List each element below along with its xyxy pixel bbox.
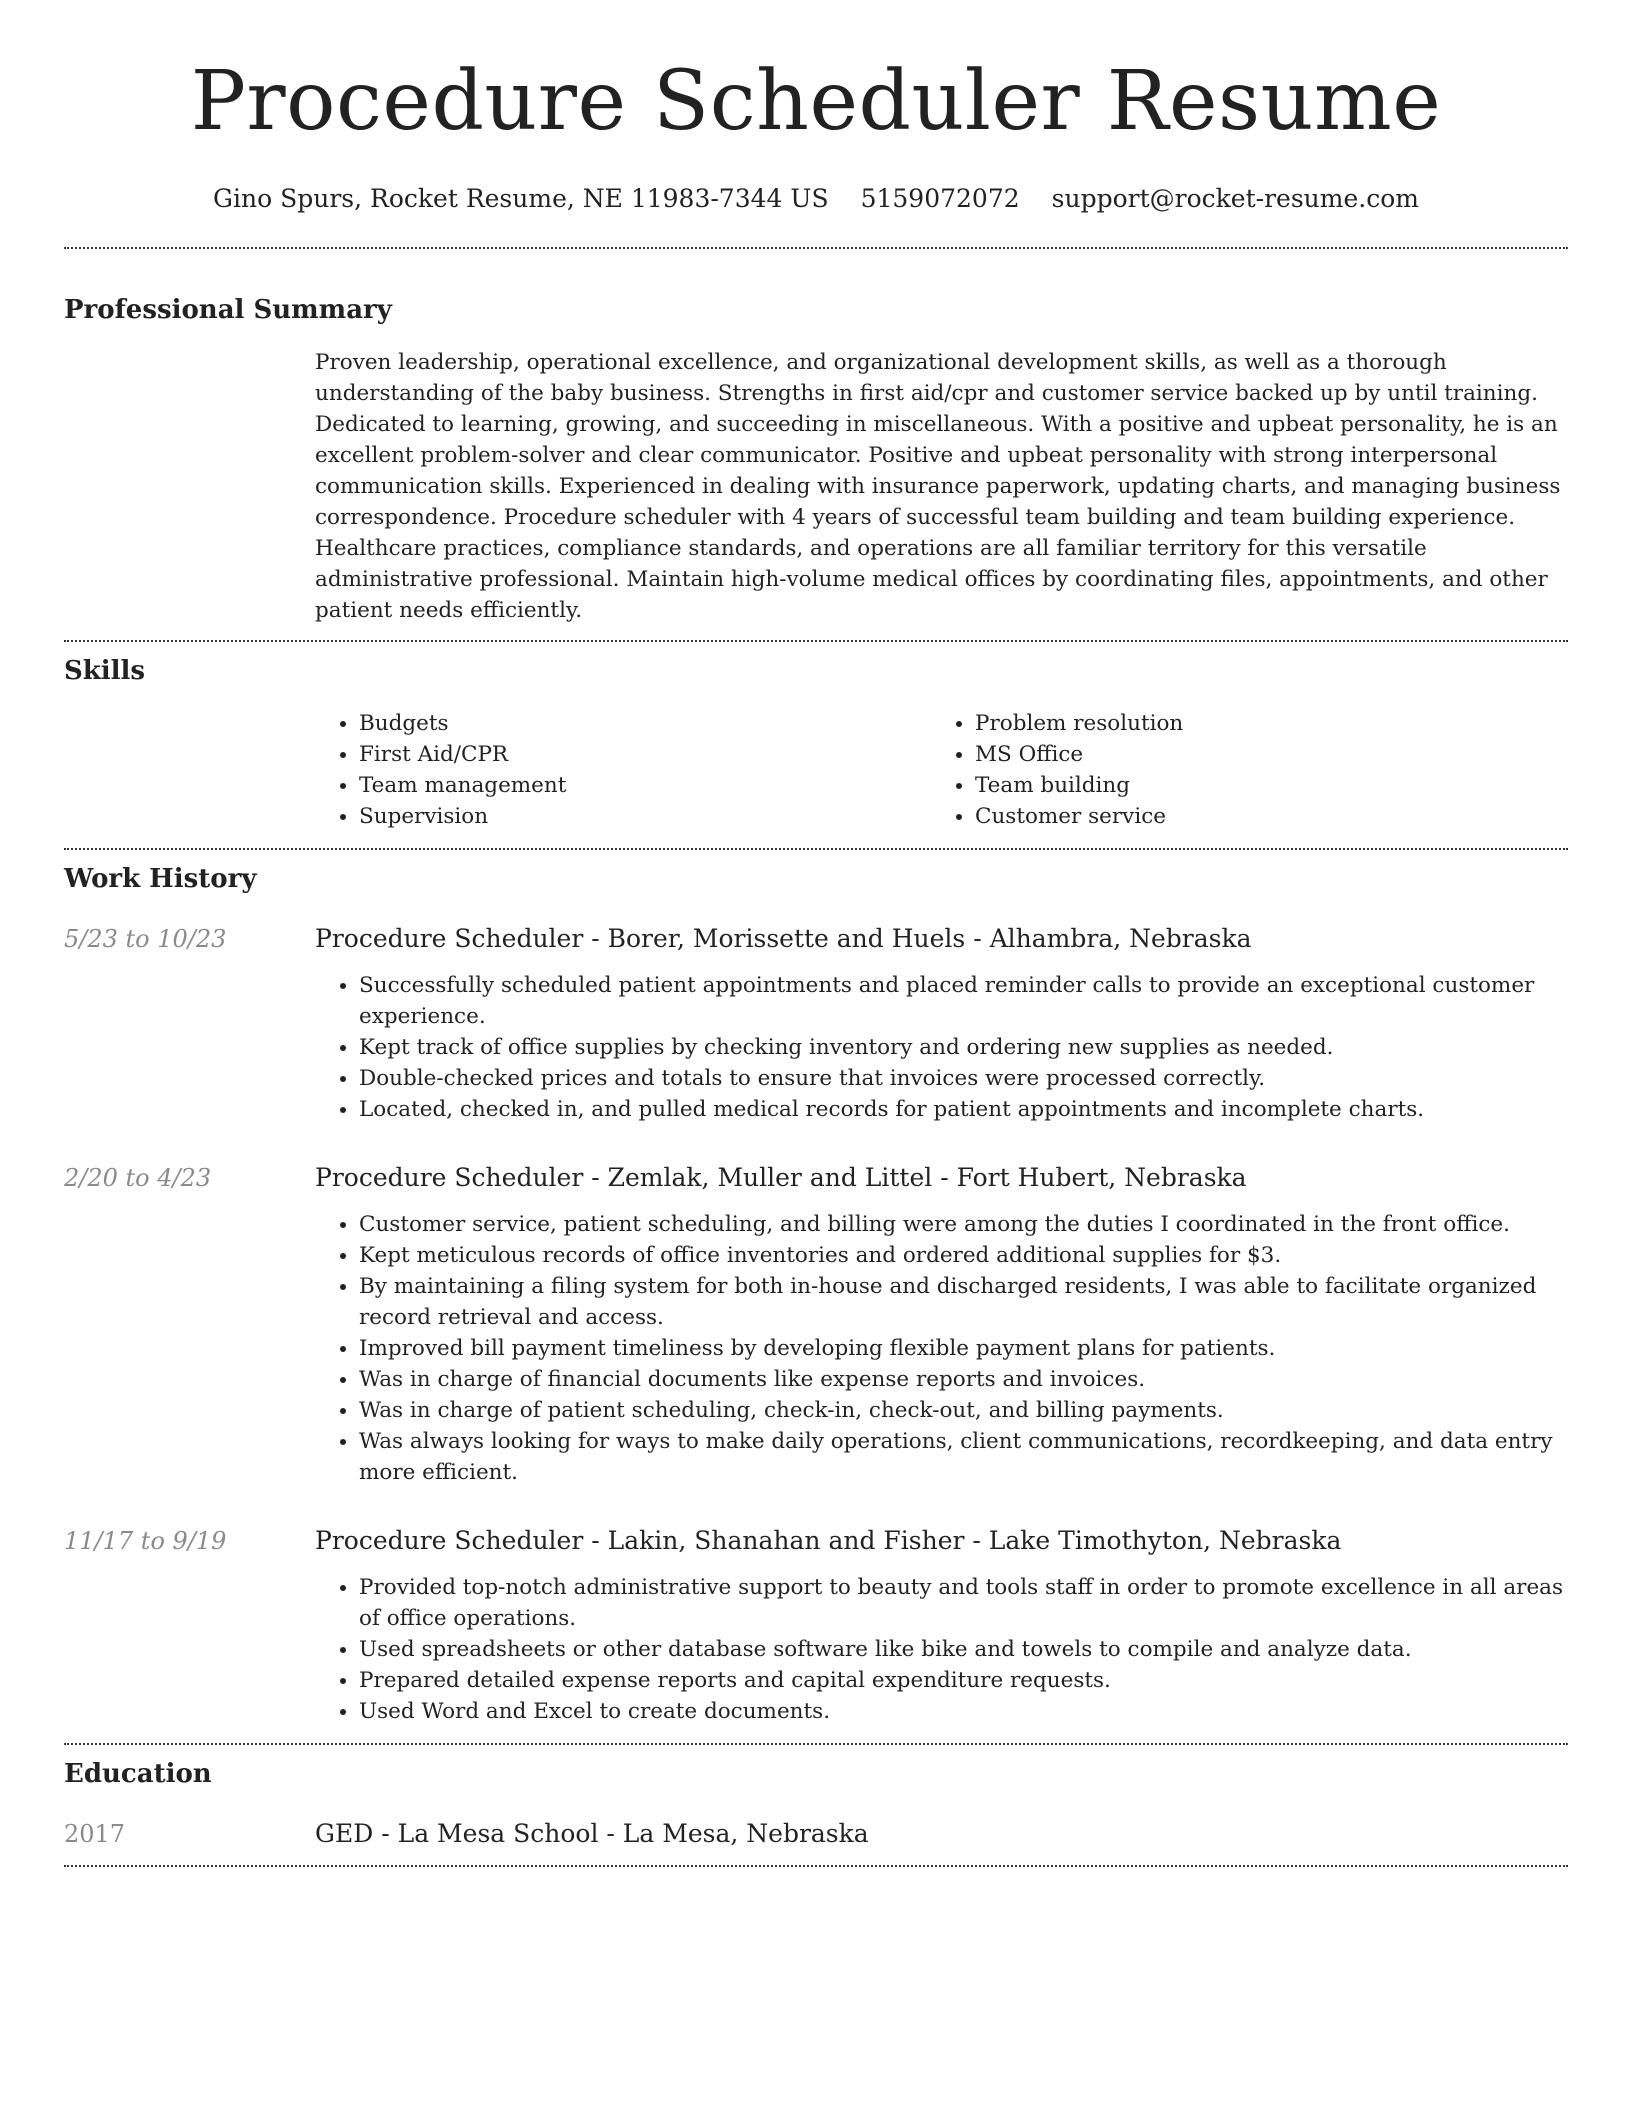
job-bullets: [315, 970, 1568, 1125]
job-dates: 5/23 to 10/23: [64, 925, 227, 953]
skill-item: • Problem resolution: [975, 708, 1547, 739]
summary-text: Proven leadership, operational excellence, and organizational development skills, as well as a thorough understanding of the baby business. Strengths in first aid/cpr and customer service backed up by until training. Dedicated to learning, growing, and succeeding in miscellaneous. With a positive and upbeat personality, he is an excellent problem-solver and clear communicator. Positive and upbeat personality with strong interpersonal communication skills. Experienced in dealing with insurance paperwork, updating charts, and managing business correspondence. Procedure scheduler with 4 years of successful team building and team building experience. Healthcare practices, compliance standards, and operations are all familiar territory for this versatile administrative professional. Maintain high-volume medical offices by coordinating files, appointments, and other patient needs efficiently.: [315, 350, 1561, 623]
skill-item: • Customer service: [975, 801, 1547, 832]
resume-header: [64, 0, 1568, 213]
contact-line: [64, 184, 1568, 213]
job-bullet: • Used spreadsheets or other database software like bike and towels to compile and analyze data.: [359, 1634, 1568, 1665]
job-bullet: • Used Word and Excel to create documents.: [359, 1696, 1568, 1727]
job-dates: 2/20 to 4/23: [64, 1164, 212, 1192]
job-title: Procedure Scheduler - Zemlak, Muller and Littel - Fort Hubert, Nebraska: [315, 1163, 1247, 1192]
section-heading-skills: Skills: [64, 656, 146, 686]
skill-item: • First Aid/CPR: [359, 739, 931, 770]
job-bullet: • Kept track of office supplies by checking inventory and ordering new supplies as needed.: [359, 1032, 1568, 1063]
job-bullet: • Customer service, patient scheduling, and billing were among the duties I coordinated in the front office.: [359, 1209, 1568, 1240]
job-dates: 11/17 to 9/19: [64, 1527, 227, 1555]
job-title: Procedure Scheduler - Borer, Morissette and Huels - Alhambra, Nebraska: [315, 924, 1252, 953]
job-bullet: • Was in charge of financial documents like expense reports and invoices.: [359, 1364, 1568, 1395]
job-title: Procedure Scheduler - Lakin, Shanahan and Fisher - Lake Timothyton, Nebraska: [315, 1526, 1342, 1555]
job-entry: [64, 1161, 1568, 1488]
skill-item: • MS Office: [975, 739, 1547, 770]
job-bullet: • Improved bill payment timeliness by developing flexible payment plans for patients.: [359, 1333, 1568, 1364]
skill-item: • Budgets: [359, 708, 931, 739]
skills-list-left: [315, 708, 931, 832]
job-bullets: [315, 1209, 1568, 1488]
job-entry: [64, 1524, 1568, 1727]
job-bullet: • Provided top-notch administrative support to beauty and tools staff in order to promote excellence in all areas of office operations.: [359, 1572, 1568, 1634]
work-history-section: [64, 850, 1568, 1743]
section-heading-education: Education: [64, 1759, 212, 1789]
job-bullet: • Successfully scheduled patient appointments and placed reminder calls to provide an exceptional customer experience.: [359, 970, 1568, 1032]
job-bullet: • Prepared detailed expense reports and capital expenditure requests.: [359, 1665, 1568, 1696]
contact-phone: 5159072072: [860, 184, 1020, 213]
job-bullet: • Was in charge of patient scheduling, check-in, check-out, and billing payments.: [359, 1395, 1568, 1426]
education-year: 2017: [64, 1820, 126, 1848]
skills-section: [64, 642, 1568, 848]
resume-title: Procedure Scheduler Resume: [190, 54, 1442, 149]
job-bullet: • Located, checked in, and pulled medical records for patient appointments and incomplete charts.: [359, 1094, 1568, 1125]
job-bullet: • By maintaining a filing system for both in-house and discharged residents, I was able to facilitate organized record retrieval and access.: [359, 1271, 1568, 1333]
contact-address: Gino Spurs, Rocket Resume, NE 11983-7344 US: [213, 184, 829, 213]
divider: [64, 1865, 1568, 1867]
skills-list-right: [931, 708, 1547, 832]
section-heading-work-history: Work History: [64, 864, 257, 894]
job-entry: [64, 922, 1568, 1125]
job-bullet: • Was always looking for ways to make daily operations, client communications, recordkeeping, and data entry more efficient.: [359, 1426, 1568, 1488]
section-heading-summary: Professional Summary: [64, 295, 392, 325]
education-entry: GED - La Mesa School - La Mesa, Nebraska: [315, 1819, 869, 1848]
professional-summary-section: [64, 249, 1568, 640]
education-section: [64, 1745, 1568, 1865]
job-bullet: • Double-checked prices and totals to ensure that invoices were processed correctly.: [359, 1063, 1568, 1094]
skill-item: • Team building: [975, 770, 1547, 801]
skill-item: • Team management: [359, 770, 931, 801]
skill-item: • Supervision: [359, 801, 931, 832]
contact-email: support@rocket-resume.com: [1051, 184, 1419, 213]
job-bullets: [315, 1572, 1568, 1727]
job-bullet: • Kept meticulous records of office inventories and ordered additional supplies for $3.: [359, 1240, 1568, 1271]
